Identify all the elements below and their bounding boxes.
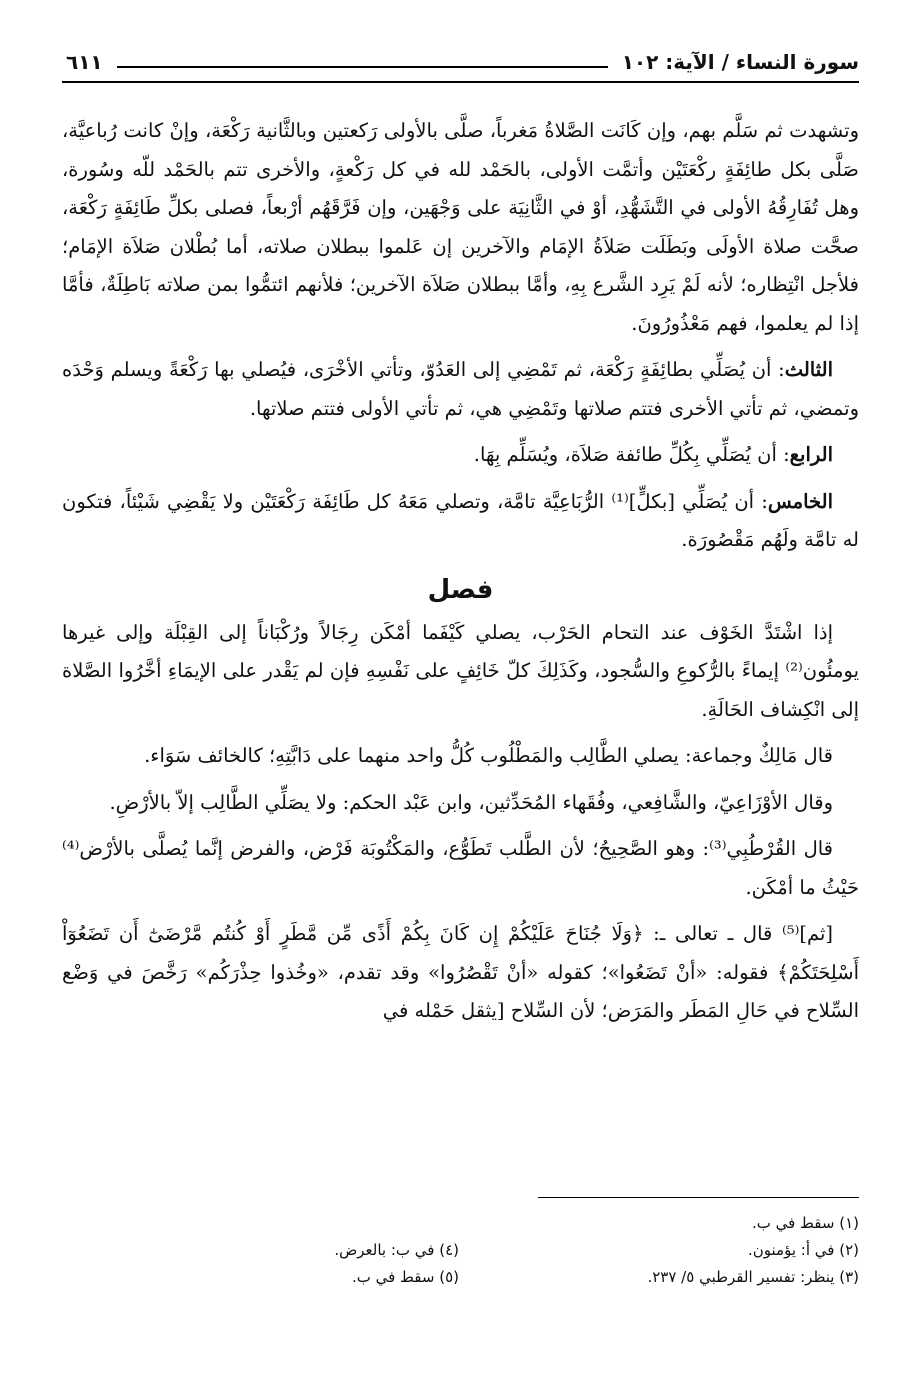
paragraph <box>62 436 859 475</box>
footnote: (٥) سقط في ب. <box>351 1268 459 1286</box>
page-number: ٦١١ <box>66 50 103 74</box>
footnote-row <box>62 1237 859 1264</box>
paragraph <box>62 351 859 428</box>
header-title: سورة النساء / الآية: ١٠٢ <box>621 50 859 74</box>
footnotes <box>62 1210 859 1291</box>
paragraph-term: الرابع <box>789 443 833 466</box>
paragraph-text: وتشهدت ثم سَلَّم بهم، وإن كَانَت الصَّلاةُ مَغرباً، صلَّى بالأولى رَكعتين وبالثَّانية رَكْعَة، وإنْ كانت رُباعيَّة، صَلَّى بكل طائِفَةٍ ركْعَتَيْن وأتمَّت الأولى، بالحَمْد لله في كل رَكْعةٍ، والأخرى تتم بالحَمْد للّه وسُورة، وهل تُفَارِقُهُ الأولى في التَّشَهُّدِ، أوْ في الثَّانِيَة على وَجْهَين، وإن فَرَّقَهُم أرْبعاً، فصلى بكلِّ طَائِفَةٍ رَكْعَة، صحَّت صلاة الأولَى وبَطَلَت صَلاَةُ الإمَام والآخرين إن عَلموا ببطلان صلاته، أما بُطْلان صَلاَة الإمَام؛ فلأجل انْتِظاره؛ لأنه لَمْ يَرِد الشَّرع بِهِ، وأمَّا ببطلان صَلاَة الآخرين؛ فلأنهم ائتمُّوا بمن صلاته بَاطِلَةٌ، فأمَّا إذا لم يعلموا، فهم مَعْذُورُونَ. <box>62 119 859 335</box>
running-header <box>66 36 859 80</box>
paragraph <box>62 483 859 560</box>
paragraph-text: : أن يُصَلِّي بطائِفَةٍ رَكْعَة، ثم تَمْضِي إلى العَدُوّ، وتأتي الأخْرَى، فيُصلي بها رَكْعَةً ويسلم وَحْدَه وتمضي، ثم تأتي الأخرى فتتم صلاتها وتَمْضِي هي، ثم تأتي الأولى فتتم صلاتها. <box>62 358 859 420</box>
paragraph-term: الخامس <box>767 489 834 513</box>
paragraph-term: الثالث <box>784 358 833 381</box>
header-line <box>117 66 608 68</box>
paragraph <box>62 112 859 343</box>
section-heading: فصل <box>427 574 494 605</box>
footnote <box>129 1210 459 1237</box>
footnote: (٤) في ب: بالعرض. <box>334 1241 459 1259</box>
footnote-row <box>62 1264 859 1291</box>
header-rule <box>62 81 859 83</box>
footnote: (٢) في أ: يؤمنون. <box>748 1241 859 1259</box>
main-text <box>62 112 859 1039</box>
footnote-rule <box>538 1197 859 1198</box>
paragraph-text: : أن يُصَلِّي [بكلٍّ]⁽¹⁾ الرُّبَاعِيَّة تامَّة، وتصلي مَعَهُ كل طَائِفَة رَكْعَتَيْن ولا يَقْضِي شَيْئاً، فتكون له تامَّة ولَهُم مَقْصُورَة. <box>62 489 859 551</box>
footnote: (٣) ينظر: تفسير القرطبي ٥/ ٢٣٧. <box>647 1268 859 1286</box>
footnote-row <box>62 1210 859 1237</box>
section-paragraph: [ثم]⁽⁵⁾ قال ـ تعالى ـ: ﴿وَلَا جُنَاحَ عَلَيْكُمْ إِن كَانَ بِكُمْ أَذًى مِّن مَّطَرٍ أَوْ كُنتُم مَّرْضَىٰٓ أَن تَضَعُوٓاْ أَسْلِحَتَكُمْ﴾ فقوله: «أنْ تَضَعُوا»؛ كقوله «أنْ تَقْصُرُوا» وقد تقدم، «وخُذوا حِذْرَكُم» رَخَّصَ في وَضْع السِّلاح في حَالِ المَطَر والمَرَض؛ لأن السِّلاح [يثقل حَمْله في <box>62 922 859 1022</box>
footnote: (١) سقط في ب. <box>751 1214 859 1232</box>
section-paragraph: قال القُرْطُبِي⁽³⁾: وهو الصَّحِيحُ؛ لأن الطَّلب تَطَوُّع، والمَكْتُوبَة فَرْض، والفرض إنَّما يُصلَّى بالأرْض⁽⁴⁾ حَيْثُ ما أمْكَن. <box>62 837 859 899</box>
section-paragraph: وقال الأوْزَاعِيّ، والشَّافِعي، وفُقَهاء المُحَدِّثين، وابن عَبْد الحكم: ولا يصَلِّي الطَّالِب إلاّ بالأرْضِ. <box>109 790 833 814</box>
paragraph-text: : أن يُصَلِّي بِكُلِّ طائفة صَلاَة، ويُسَلِّم بِهَا. <box>473 443 790 466</box>
section-paragraph: قال مَالِكٌ وجماعة: يصلي الطَّالِب والمَطْلُوب كُلُّ واحد منهما على دَابَّتِهِ؛ كالخائف سَوَاء. <box>144 744 833 767</box>
section-paragraph: إذا اشْتَدَّ الخَوْف عند التحام الحَرْب، يصلي كَيْفَما أمْكَن رِجَالاً ورُكْبَاناً إلى القِبْلَة وإلى غيرها يومئُون⁽²⁾ إيماءً بالرُّكوعِ والسُّجود، وكَذَلِكَ كلّ خَائِفٍ على نَفْسِهِ فإن لم يَقْدر على الإيمَاءِ أخَّرُوا الصَّلاة إلى انْكِشاف الحَالَةِ. <box>62 620 859 721</box>
